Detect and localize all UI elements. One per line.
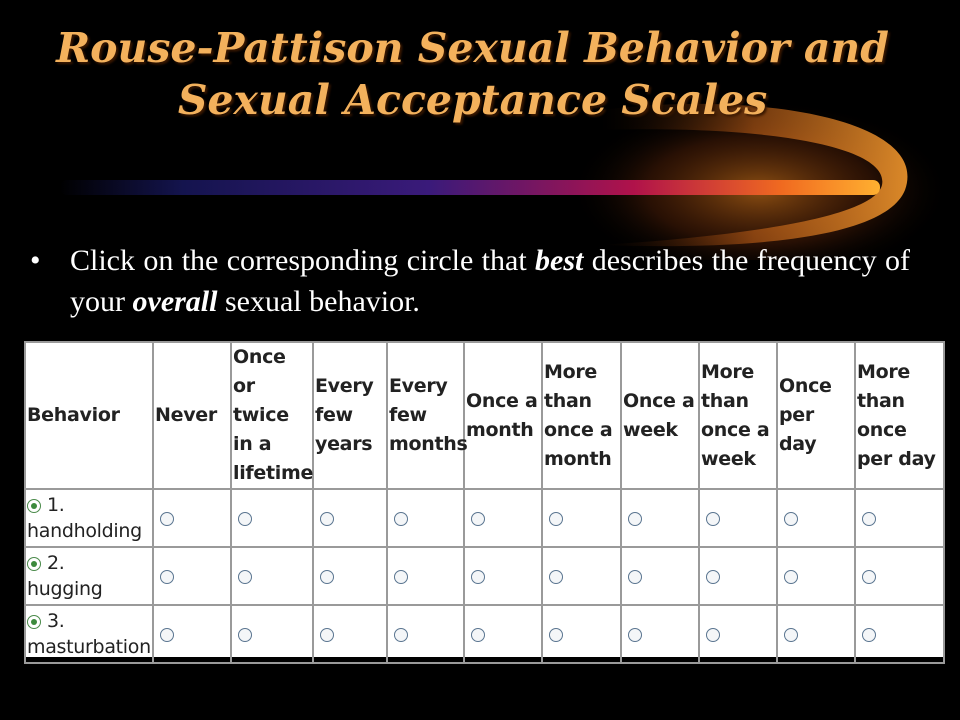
frequency-radio-button[interactable] [784,628,798,642]
frequency-radio-button[interactable] [238,512,252,526]
slide-title-line-2: Sexual Acceptance Scales [177,76,768,124]
column-header-6 [542,342,621,489]
column-header-line: week [623,418,678,441]
slide-title [0,22,945,126]
behavior-cell [25,605,153,663]
column-header-line: Every [389,375,448,397]
column-header-line: Once a [623,389,695,412]
instruction-text [70,240,910,322]
behavior-cell [25,547,153,605]
column-header-9 [777,342,855,489]
column-header-line: than [701,389,749,412]
column-header-line: Once a [466,389,538,412]
column-header-line: once a [701,418,770,441]
frequency-radio-button[interactable] [160,570,174,584]
column-header-line: Every [315,375,374,397]
frequency-radio-button[interactable] [394,628,408,642]
behavior-label: masturbation [27,636,151,658]
column-header-line: in a [233,433,272,455]
frequency-option-cell [387,547,464,605]
frequency-option-cell [621,489,699,547]
frequency-option-cell [621,547,699,605]
frequency-radio-button[interactable] [549,628,563,642]
frequency-option-cell [387,489,464,547]
frequency-survey-table [24,341,945,664]
frequency-radio-button[interactable] [784,570,798,584]
frequency-option-cell [542,547,621,605]
column-header-line: month [544,447,612,470]
behavior-label: hugging [27,578,103,600]
frequency-radio-button[interactable] [320,512,334,526]
column-header-line: few [389,404,427,426]
instruction-suffix: sexual behavior. [217,285,420,318]
frequency-radio-button[interactable] [549,512,563,526]
frequency-option-cell [855,489,944,547]
frequency-radio-button[interactable] [320,628,334,642]
table-header-row [25,342,944,489]
column-header-3 [313,342,387,489]
frequency-option-cell [699,605,777,663]
frequency-radio-button[interactable] [394,512,408,526]
column-header-10 [855,342,944,489]
frequency-radio-button[interactable] [706,628,720,642]
frequency-radio-button[interactable] [706,512,720,526]
frequency-option-cell [464,547,542,605]
frequency-radio-button[interactable] [706,570,720,584]
swoosh-bar [60,180,880,195]
column-header-line: Once [233,346,286,368]
column-header-1 [153,342,231,489]
column-header-line: month [466,418,534,441]
frequency-radio-button[interactable] [784,512,798,526]
frequency-radio-button[interactable] [160,628,174,642]
frequency-option-cell [153,547,231,605]
column-header-line: Once [779,375,832,397]
column-header-line: once [857,418,907,441]
frequency-option-cell [464,605,542,663]
frequency-radio-button[interactable] [628,628,642,642]
table-row [25,547,944,605]
column-header-line: Never [155,404,217,426]
frequency-option-cell [777,605,855,663]
behavior-number: 2. [47,552,65,574]
slide-title-line-1: Rouse-Pattison Sexual Behavior and [56,24,889,72]
table-row [25,489,944,547]
column-header-line: years [315,433,373,455]
frequency-option-cell [231,547,313,605]
frequency-option-cell [699,547,777,605]
instruction-bullet [30,240,910,322]
instruction-middle: describes the frequency of your [70,244,910,318]
frequency-radio-button[interactable] [471,570,485,584]
frequency-option-cell [542,605,621,663]
column-header-line: or [233,375,255,397]
frequency-radio-button[interactable] [549,570,563,584]
column-header-line: than [544,389,592,412]
frequency-option-cell [777,489,855,547]
frequency-radio-button[interactable] [471,628,485,642]
frequency-option-cell [153,605,231,663]
frequency-option-cell [855,605,944,663]
frequency-option-cell [387,605,464,663]
frequency-option-cell [621,605,699,663]
instruction-prefix: Click on the corresponding circle that [70,244,536,277]
column-header-line: once a [544,418,613,441]
row-selector-radio[interactable] [27,615,41,629]
frequency-option-cell [855,547,944,605]
column-header-8 [699,342,777,489]
column-header-line: lifetime [233,462,314,484]
frequency-option-cell [231,605,313,663]
frequency-radio-button[interactable] [628,512,642,526]
instruction-emphasis-overall: overall [132,285,218,318]
frequency-option-cell [464,489,542,547]
behavior-number: 3. [47,610,65,632]
behavior-cell [25,489,153,547]
frequency-radio-button[interactable] [862,628,876,642]
bullet-dot: • [30,244,41,277]
column-header-line: twice [233,404,289,426]
frequency-radio-button[interactable] [471,512,485,526]
frequency-option-cell [777,547,855,605]
frequency-option-cell [542,489,621,547]
column-header-line: few [315,404,353,426]
instruction-emphasis-best: best [535,244,584,277]
frequency-radio-button[interactable] [862,512,876,526]
frequency-radio-button[interactable] [394,570,408,584]
frequency-radio-button[interactable] [628,570,642,584]
frequency-option-cell [313,547,387,605]
frequency-option-cell [231,489,313,547]
frequency-option-cell [699,489,777,547]
column-header-line: per day [857,447,936,470]
column-header-4 [387,342,468,489]
column-header-line: More [857,360,911,383]
frequency-option-cell [313,605,387,663]
frequency-radio-button[interactable] [320,570,334,584]
row-selector-radio[interactable] [27,557,41,571]
column-header-behavior [25,342,153,489]
column-header-line: day [779,433,817,455]
column-header-line: week [701,447,756,470]
column-header-line: than [857,389,905,412]
survey-table-container [24,341,943,657]
frequency-radio-button[interactable] [238,628,252,642]
frequency-option-cell [153,489,231,547]
frequency-option-cell [313,489,387,547]
column-header-2 [231,342,313,489]
column-header-line: Behavior [27,404,120,426]
row-selector-radio[interactable] [27,499,41,513]
column-header-line: More [701,360,755,383]
frequency-radio-button[interactable] [862,570,876,584]
column-header-7 [621,342,699,489]
frequency-radio-button[interactable] [160,512,174,526]
table-body [25,489,944,663]
column-header-line: More [544,360,598,383]
column-header-line: per [779,404,814,426]
table-row [25,605,944,663]
frequency-radio-button[interactable] [238,570,252,584]
column-header-line: months [389,433,468,455]
behavior-label: handholding [27,520,142,542]
behavior-number: 1. [47,494,65,516]
column-header-5 [464,342,542,489]
